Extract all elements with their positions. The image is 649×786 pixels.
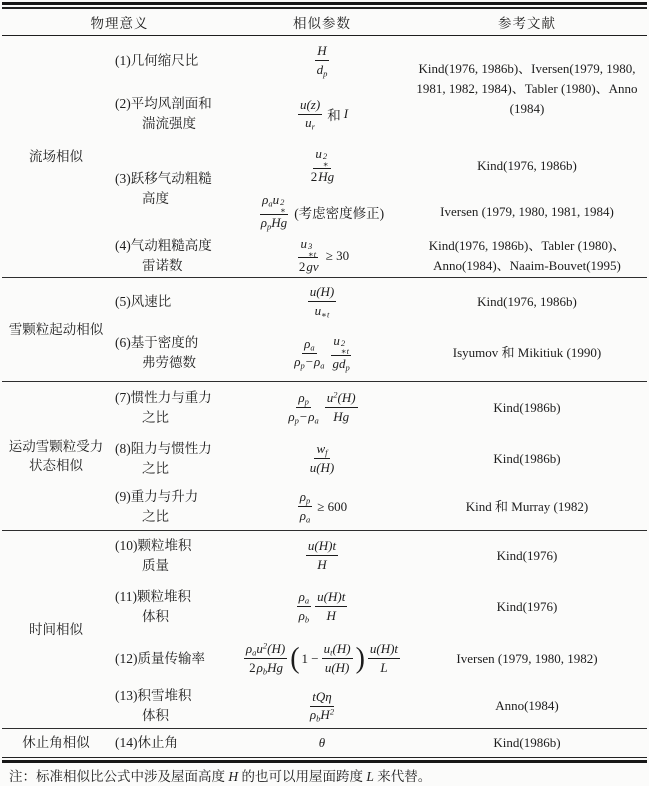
fraction-numerator [322,641,353,659]
subscript: a [268,198,273,209]
group-label-line: 时间相似 [29,621,83,637]
fraction [306,538,338,573]
subscript: p [300,360,305,371]
reference-line: Kind(1976, 1986b) [477,158,577,173]
fraction-denominator [378,659,389,676]
subscript: t [330,647,333,658]
superscript: 2 [333,389,338,400]
group-label-line: 运动雪颗粒受力 [8,438,104,454]
group-label [2,278,110,381]
reference-cell [407,531,647,581]
sup-sub-stack [341,339,349,355]
fraction-denominator [286,408,320,425]
reference-cell [407,633,647,685]
group-label [2,729,110,757]
reference-line: Kind 和 Murray (1982) [465,498,589,514]
fraction [325,390,358,425]
reference-line: Kind(1976, 1986b) [477,293,577,309]
similarity-formula-cell [237,581,407,633]
fraction [286,390,320,425]
subscript: a [314,415,319,425]
formula-token: u(H)t [317,589,346,605]
fraction [296,236,321,275]
subscript: a [252,647,257,658]
formula-token: ρ [260,215,268,231]
subscript: b [304,614,310,624]
fraction [368,641,400,676]
similarity-formula-cell [237,235,407,277]
similarity-formula-cell [237,190,407,235]
group-label [2,36,110,277]
physical-meaning-cell [110,729,237,757]
similarity-formula-cell [237,685,407,728]
fraction [297,589,312,624]
subscript: p [345,362,350,373]
fraction-numerator [298,97,322,115]
physical-meaning-line: 体积 [142,608,169,624]
fraction [331,333,352,372]
physical-meaning-cell [110,143,237,235]
formula-token: u(H) [324,659,350,675]
physical-meaning-line: (14)休止角 [115,734,178,750]
subscript: p [304,396,309,407]
formula-token: Hg [271,215,288,231]
similarity-formula-cell [237,484,407,530]
physical-meaning-line: (3)跃移气动粗糙 [115,170,212,186]
reference-cell [407,235,647,277]
formula-token: H [326,607,336,623]
formula-token: u(H) [309,284,335,300]
subscript: r [311,121,315,132]
formula-token: ≥ 600 [317,498,348,514]
fraction [298,97,322,132]
formula-token: θ [318,734,326,750]
formula-token: ρ [294,354,301,369]
reference-cell [407,190,647,235]
subscript: p [323,68,328,78]
group-label-line: 流场相似 [29,148,83,164]
reference-cell [407,278,647,326]
formula-token: ρ [314,354,321,369]
physical-meaning-line: (6)基于密度的 [115,335,199,350]
reference-line: Isyumov 和 Mikitiuk (1990) [452,345,602,360]
fraction-numerator [296,390,311,408]
reference-cell [407,484,647,530]
fraction-denominator [303,115,317,132]
reference-cell [407,581,647,633]
formula-token: u [326,390,334,406]
formula-token: u [315,146,322,162]
physical-meaning-line: 湍流强度 [142,116,196,131]
fraction-denominator [331,356,352,373]
fraction-numerator [244,641,287,659]
formula-token: Hg [267,659,284,675]
fraction-denominator [331,408,351,425]
physical-meaning-line: 之比 [142,409,169,425]
table-header-row [2,9,647,36]
formula-token: H [228,769,239,784]
formula-token: − [299,408,308,424]
formula-token: gν [306,258,319,274]
table-group [2,382,647,531]
fraction-denominator [298,507,313,524]
formula-token: u [305,115,312,130]
formula-token: u [323,641,331,657]
superscript: 2 [280,197,285,208]
fraction-numerator [308,284,337,302]
physical-meaning-line: 雷诺数 [142,257,183,273]
physical-meaning-line: 之比 [142,508,169,524]
formula-token: w [316,441,326,457]
fraction [308,146,336,185]
fraction-numerator [313,146,330,169]
reference-line: Kind(1986b) [493,399,561,415]
group-rows [110,531,647,728]
subscript: p [294,415,299,425]
reference-cell [407,382,647,434]
reference-line: Anno(1984) [495,698,559,713]
reference-line: Kind(1976, 1986b)、Iversen(1979, 1980, [418,61,636,76]
subscript: ∗t [340,346,349,357]
fraction-numerator [302,336,317,354]
physical-meaning-cell [110,235,237,277]
similarity-formula-cell [237,143,407,190]
table-body [2,36,647,757]
reference-cell [407,729,647,757]
fraction [292,336,326,371]
formula-token: L [366,769,374,784]
formula-token: 来代替。 [373,769,432,784]
similarity-parameter-table [2,2,647,786]
formula-token: 1 − [301,650,319,666]
physical-meaning-cell [110,86,237,143]
physical-meaning-cell [110,633,237,685]
fraction-denominator [296,258,321,275]
fraction-denominator [246,659,285,676]
physical-meaning-line: (9)重力与升力 [115,488,199,504]
physical-meaning-line: (1)几何缩尺比 [115,52,199,68]
physical-meaning-line: 弗劳德数 [142,355,196,370]
physical-meaning-line: (12)质量传输率 [115,650,205,666]
fraction-numerator [310,689,333,707]
reference-line: Kind(1976) [496,547,558,563]
table-group [2,278,647,382]
fraction-numerator [314,441,329,459]
reference-line: 1981, 1982, 1984)、Tabler (1980)、Anno [416,81,638,96]
fraction-denominator [315,556,328,573]
physical-meaning-cell [110,531,237,581]
physical-meaning-cell [110,484,237,530]
fraction [298,489,313,524]
formula-token: d [316,61,324,77]
formula-token: I [343,106,349,121]
formula-token: u [272,192,280,208]
physical-meaning-cell [110,278,237,326]
reference-cell [407,36,647,143]
subscript: p [267,221,272,232]
reference-line: Iversen (1979, 1980, 1981, 1984) [440,204,614,219]
formula-token: 2 [310,169,318,185]
formula-token: u(z) [299,96,321,112]
formula-token: Hg [333,408,350,424]
physical-meaning-line: 质量 [142,557,169,573]
fraction [322,641,353,676]
reference-line: Anno(1984)、Naaim-Bouvet(1995) [433,257,621,273]
formula-token: ρ [298,589,305,605]
formula-token: u(H)t [307,538,337,554]
formula-token: (H) [332,641,351,657]
sup-sub-stack [308,242,316,258]
group-label-line: 休止角相似 [22,735,90,750]
formula-token: u(H) [309,459,335,475]
physical-meaning-line: (2)平均风剖面和 [115,96,212,111]
table-footnote [2,768,647,786]
fraction-numerator [306,538,338,556]
table-group [2,729,647,757]
superscript: 3 [307,240,313,251]
formula-token: u [256,641,263,657]
fraction-denominator [313,302,332,319]
formula-token: (H) [267,641,286,657]
similarity-formula-cell: $\frac{\rho_au^2(H)}{2\rho_bHg}$ ( 1 − $\frac{u_t(H)}{u(H)}$ ) $\frac{u(H)t}{L}$ [245,640,399,676]
fraction [259,192,289,231]
fraction [308,284,337,319]
formula-token: ρ [288,408,295,424]
subscript: a [306,514,311,524]
subscript: f [325,447,328,458]
physical-meaning-line: (5)风速比 [115,293,172,309]
sup-sub-stack [280,198,286,214]
reference-line: (1984) [509,101,545,116]
physical-meaning-cell [110,685,237,728]
physical-meaning-cell [110,581,237,633]
fraction [315,589,347,624]
formula-token: ρ [309,707,317,722]
formula-token: L [380,659,388,675]
fraction-denominator [308,707,336,724]
subscript: p [306,495,311,506]
fraction-numerator [331,333,351,356]
similarity-formula-cell [237,434,407,484]
sup-sub-stack [323,152,329,168]
similarity-formula-cell [237,278,407,326]
physical-meaning-line: (4)气动粗糙高度 [115,237,212,253]
fraction-numerator [297,589,312,607]
reference-cell [407,143,647,190]
table-bottom-rule [2,760,647,763]
fraction [308,689,336,724]
similarity-formula-cell [237,36,407,86]
formula-token: u [314,302,322,318]
formula-token: ρ [298,390,305,406]
subscript: a [310,342,315,353]
formula-token: (考虑密度修正) [294,206,385,221]
formula-token: gd [332,356,346,372]
formula-token: ρ [299,507,307,523]
formula-token: H [320,707,330,722]
subscript: ∗ [280,205,286,216]
formula-token: 和 [327,108,341,123]
formula-token: tQη [312,688,332,704]
fraction-denominator [259,215,289,232]
formula-token: u [300,235,307,251]
formula-token: ≥ 30 [325,247,350,263]
fraction [244,641,287,676]
formula-token: H [317,556,327,572]
similarity-formula-cell [237,729,407,757]
reference-line: Kind(1976) [496,598,558,614]
physical-meaning-cell [110,36,237,86]
fraction-denominator [292,354,326,371]
group-rows [110,729,647,757]
column-header-similarity-parameter: 相似参数 [293,15,351,31]
table-group [2,531,647,729]
group-rows [110,278,647,381]
similarity-formula-cell [237,326,407,381]
fraction-denominator [323,659,352,676]
physical-meaning-line: (13)积雪堆积 [115,688,192,703]
formula-token: ρ [256,659,263,675]
formula-token: ρ [308,408,315,424]
formula-token: ρ [245,641,253,657]
reference-line: Kind(1986b) [493,450,561,466]
formula-token: H [317,43,327,59]
formula-token: Hg [318,169,335,185]
group-label [2,382,110,530]
formula-token: ρ [262,192,269,208]
reference-cell [407,326,647,381]
physical-meaning-line: 高度 [142,190,169,206]
superscript: 2 [322,151,328,162]
formula-token: ρ [299,489,307,505]
subscript: ∗t [307,248,317,259]
superscript: 2 [262,640,268,651]
column-header-references: 参考文献 [498,15,556,31]
fraction [308,441,337,476]
group-label-line: 雪颗粒起动相似 [8,321,104,337]
physical-meaning-line: 之比 [142,460,169,476]
similarity-formula-cell [237,382,407,434]
superscript: 2 [340,338,346,349]
subscript: a [320,360,325,371]
physical-meaning-cell [110,434,237,484]
table-group [2,36,647,278]
formula-token: (H) [337,390,356,406]
group-label-line: 状态相似 [29,457,83,473]
subscript: ∗ [322,159,329,170]
similarity-formula-cell [237,86,407,143]
formula-token: 的也可以用屋面跨度 [238,769,367,784]
fraction-numerator [315,589,347,607]
fraction-numerator [298,236,318,259]
fraction-numerator [298,489,313,507]
formula-token: 2 [249,659,256,675]
reference-line: Kind(1986b) [493,734,561,750]
formula-token: ρ [298,607,305,623]
physical-meaning-line: (11)颗粒堆积 [115,588,191,604]
physical-meaning-cell [110,382,237,434]
fraction-denominator [308,459,337,476]
fraction [315,43,330,78]
formula-token: ρ [304,335,311,351]
formula-token: − [305,354,314,369]
formula-token: 注：标准相似比公式中涉及屋面高度 [9,769,229,784]
reference-line: Iversen (1979, 1980, 1982) [456,650,598,666]
subscript: b [262,666,268,676]
group-rows [110,36,647,277]
physical-meaning-line: (7)惯性力与重力 [115,389,212,405]
fraction-numerator [315,43,328,61]
fraction-denominator [308,169,336,186]
fraction-denominator [325,607,338,624]
subscript: b [316,713,321,724]
physical-meaning-cell [110,326,237,381]
fraction-denominator [315,61,330,78]
superscript: 2 [329,706,335,717]
physical-meaning-line: (8)阻力与惯性力 [115,440,212,456]
column-header-physical-meaning: 物理意义 [90,15,149,31]
formula-token: u(H)t [369,641,399,657]
reference-line: Kind(1976, 1986b)、Tabler (1980)、 [428,237,626,253]
reference-cell [407,434,647,484]
physical-meaning-line: (10)颗粒堆积 [115,537,192,553]
formula-token: u [333,333,340,349]
fraction-numerator [260,192,288,215]
subscript: a [304,595,310,606]
fraction-numerator [368,641,400,659]
fraction-denominator [297,607,312,624]
subscript: ∗t [321,309,330,319]
fraction-numerator [325,390,358,408]
group-rows [110,382,647,530]
reference-cell [407,685,647,728]
physical-meaning-line: 体积 [142,708,169,723]
group-label [2,531,110,728]
similarity-formula-cell [237,531,407,581]
formula-token: 2 [298,258,306,274]
